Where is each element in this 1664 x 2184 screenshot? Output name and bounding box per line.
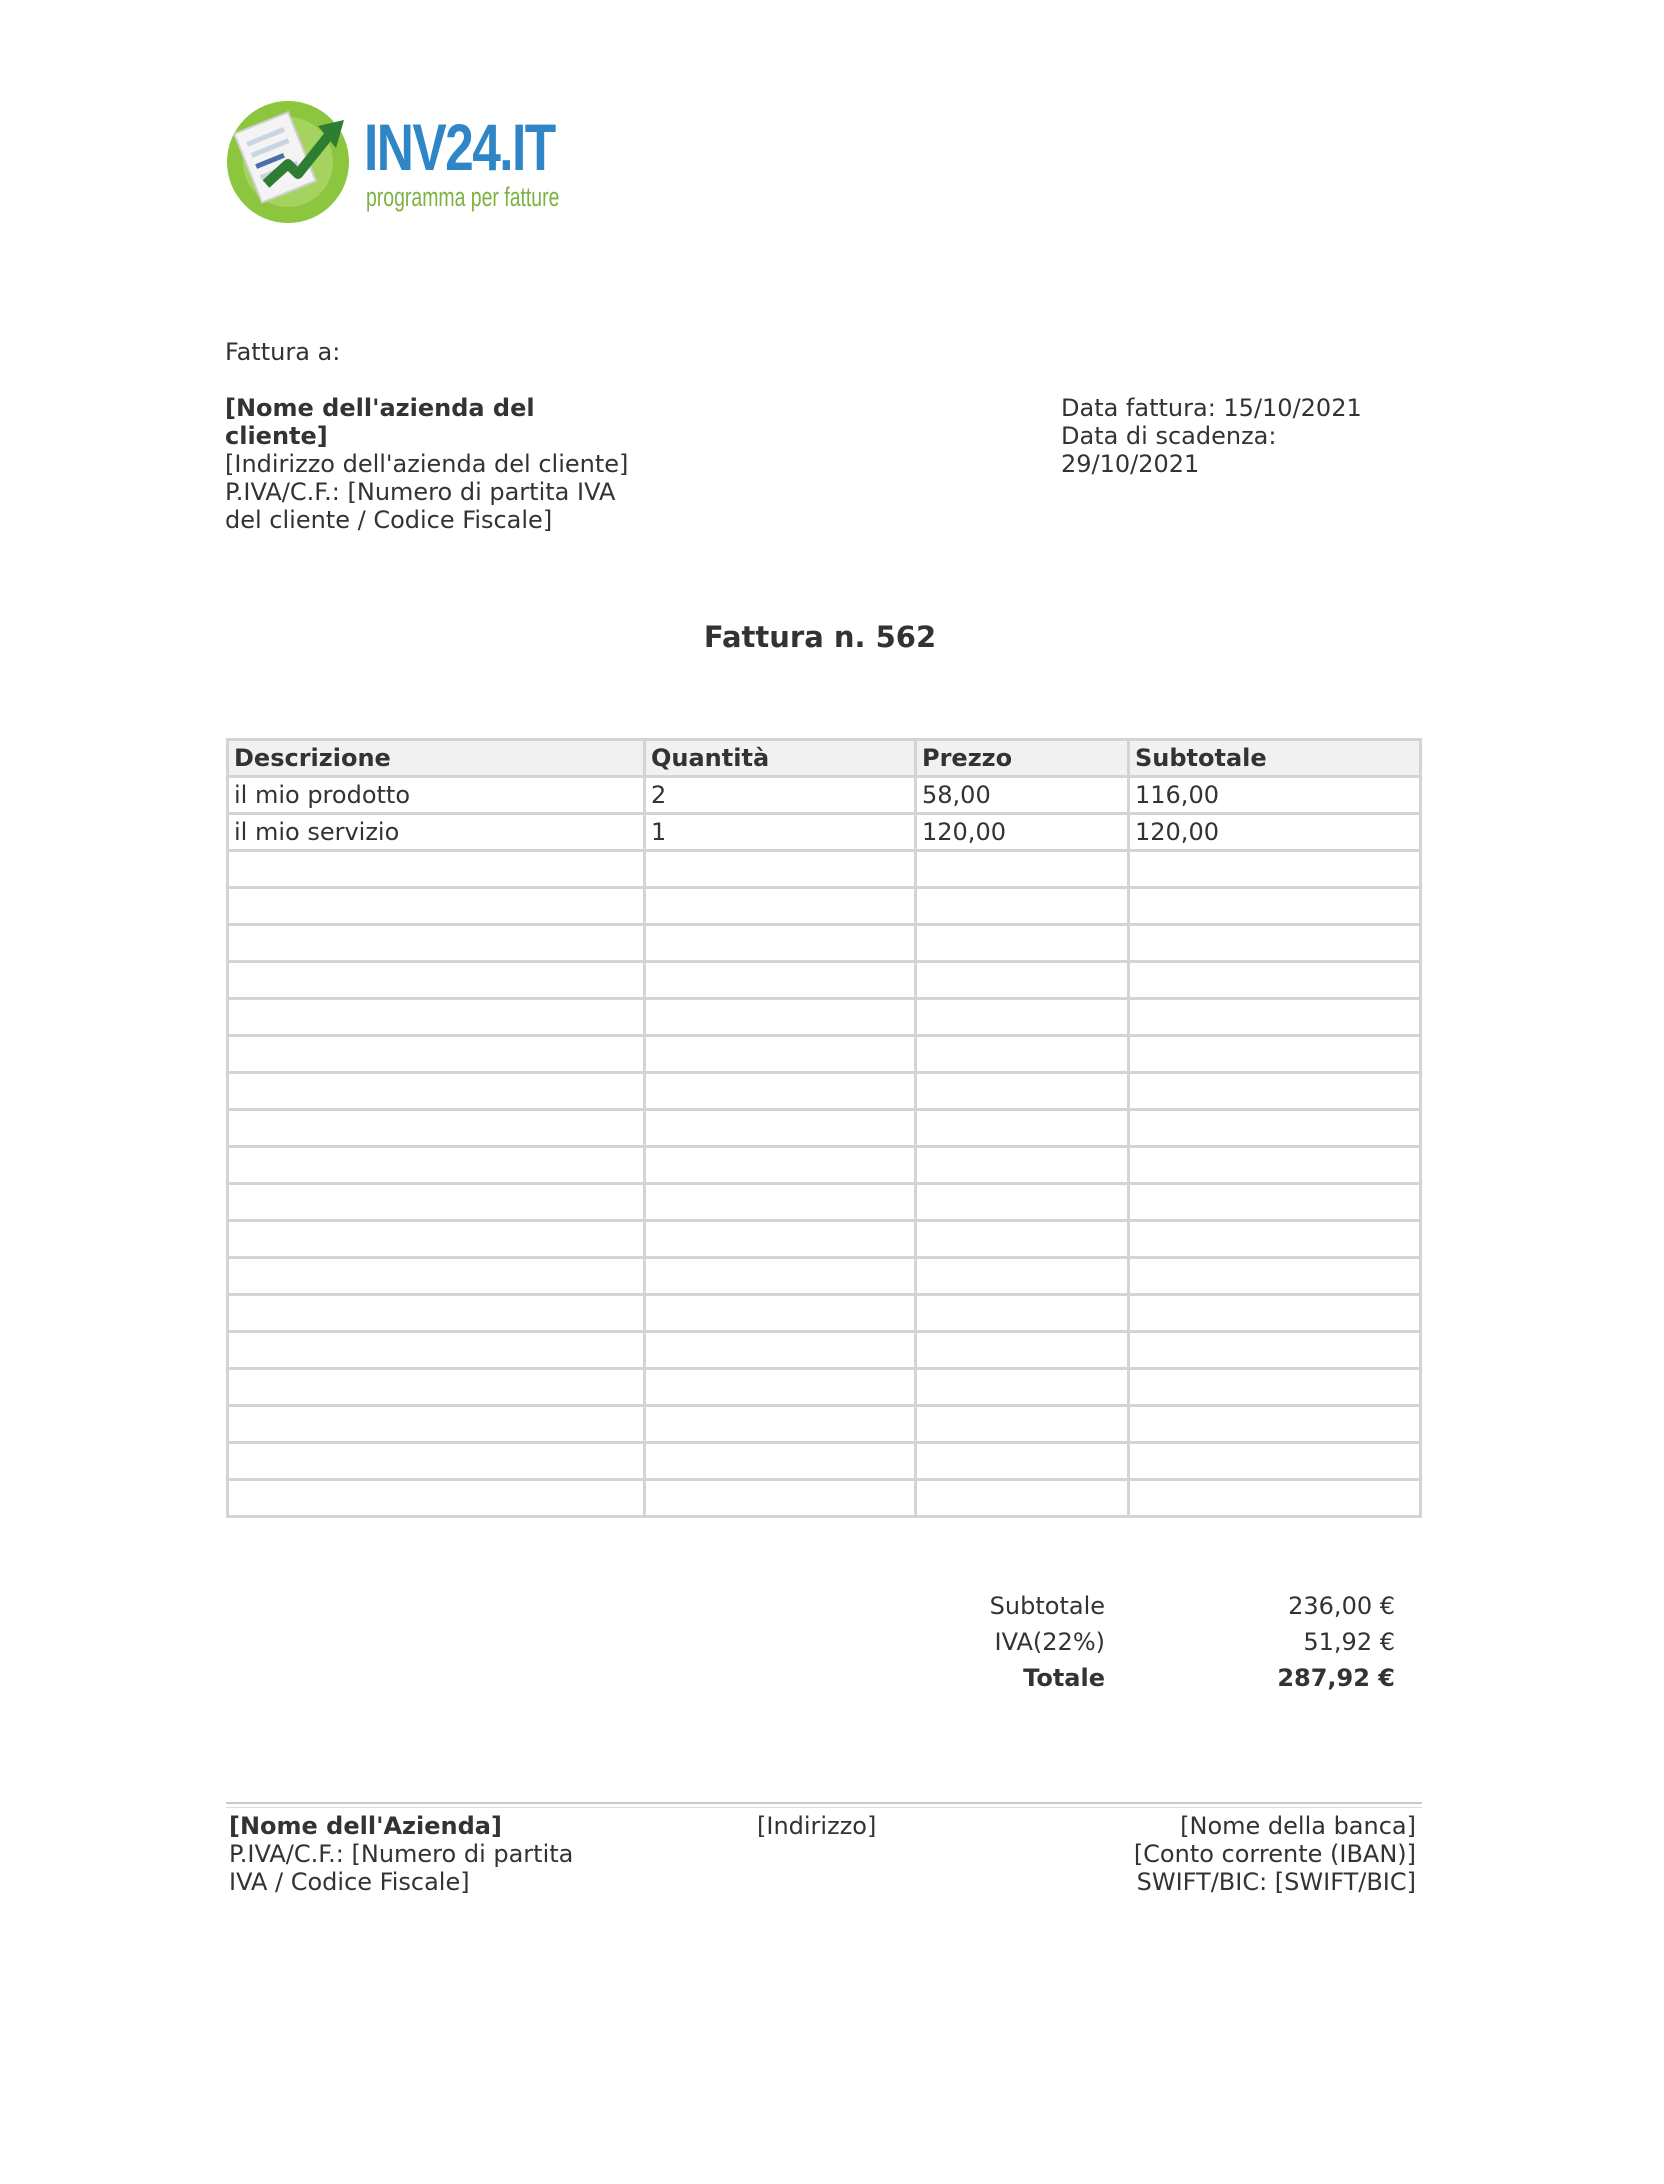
empty-cell — [645, 1147, 916, 1184]
empty-cell — [228, 1406, 645, 1443]
empty-table-row — [228, 1221, 1421, 1258]
empty-cell — [916, 1036, 1129, 1073]
bill-to-label: Fattura a: — [225, 338, 341, 366]
empty-table-row — [228, 1184, 1421, 1221]
empty-cell — [916, 1480, 1129, 1517]
empty-cell — [916, 1332, 1129, 1369]
empty-cell — [228, 1073, 645, 1110]
footer-swift: SWIFT/BIC: [SWIFT/BIC] — [1136, 1868, 1416, 1896]
empty-cell — [1129, 962, 1421, 999]
empty-cell — [916, 1258, 1129, 1295]
empty-cell — [645, 1443, 916, 1480]
empty-cell — [1129, 1480, 1421, 1517]
logo-emblem-icon — [226, 96, 362, 226]
empty-cell — [228, 1184, 645, 1221]
empty-cell — [916, 1295, 1129, 1332]
empty-cell — [1129, 1443, 1421, 1480]
table-header-row — [228, 740, 1421, 777]
empty-table-row — [228, 1147, 1421, 1184]
header-price: Prezzo — [916, 740, 1129, 777]
empty-cell — [228, 888, 645, 925]
empty-cell — [645, 1184, 916, 1221]
cell-price: 120,00 — [916, 814, 1129, 851]
empty-cell — [228, 1258, 645, 1295]
footer-company — [229, 1812, 573, 1896]
empty-cell — [916, 1406, 1129, 1443]
empty-table-row — [228, 1073, 1421, 1110]
table-row — [228, 814, 1421, 851]
due-date: 29/10/2021 — [1061, 450, 1200, 478]
empty-cell — [1129, 1110, 1421, 1147]
empty-cell — [228, 1480, 645, 1517]
empty-table-row — [228, 888, 1421, 925]
empty-table-row — [228, 1110, 1421, 1147]
empty-cell — [228, 851, 645, 888]
footer-company-name: [Nome dell'Azienda] — [229, 1812, 502, 1840]
header-quantity: Quantità — [645, 740, 916, 777]
empty-cell — [916, 851, 1129, 888]
empty-cell — [645, 1073, 916, 1110]
empty-cell — [916, 1184, 1129, 1221]
empty-cell — [228, 1147, 645, 1184]
empty-cell — [1129, 1184, 1421, 1221]
total-label: Totale — [1023, 1664, 1105, 1692]
invoice-dates — [1061, 394, 1362, 478]
empty-cell — [645, 888, 916, 925]
cell-description: il mio servizio — [228, 814, 645, 851]
empty-cell — [1129, 1369, 1421, 1406]
vat-value: 51,92 € — [1303, 1628, 1395, 1656]
due-date-label: Data di scadenza: — [1061, 422, 1277, 450]
client-company-name-line1: [Nome dell'azienda del — [225, 394, 535, 422]
client-address: [Indirizzo dell'azienda del cliente] — [225, 450, 629, 478]
empty-table-row — [228, 1036, 1421, 1073]
empty-cell — [916, 1073, 1129, 1110]
empty-table-row — [228, 851, 1421, 888]
empty-cell — [645, 999, 916, 1036]
empty-cell — [645, 851, 916, 888]
empty-cell — [645, 1295, 916, 1332]
empty-cell — [1129, 1406, 1421, 1443]
empty-table-row — [228, 1295, 1421, 1332]
empty-cell — [645, 1036, 916, 1073]
cell-subtotal: 120,00 — [1129, 814, 1421, 851]
items-table — [226, 738, 1422, 1518]
empty-cell — [1129, 1332, 1421, 1369]
client-company-name-line2: cliente] — [225, 422, 328, 450]
empty-cell — [1129, 925, 1421, 962]
empty-cell — [645, 1480, 916, 1517]
empty-table-row — [228, 962, 1421, 999]
total-value: 287,92 € — [1277, 1664, 1395, 1692]
empty-cell — [916, 1221, 1129, 1258]
empty-cell — [1129, 999, 1421, 1036]
empty-cell — [645, 1406, 916, 1443]
empty-table-row — [228, 1332, 1421, 1369]
empty-cell — [1129, 1295, 1421, 1332]
empty-cell — [645, 1221, 916, 1258]
cell-quantity: 1 — [645, 814, 916, 851]
empty-cell — [1129, 1258, 1421, 1295]
empty-cell — [645, 925, 916, 962]
empty-cell — [228, 1036, 645, 1073]
vat-row — [900, 1624, 1395, 1660]
empty-cell — [228, 1295, 645, 1332]
empty-cell — [1129, 1073, 1421, 1110]
subtotal-row — [900, 1588, 1395, 1624]
company-logo — [226, 96, 566, 226]
empty-cell — [645, 962, 916, 999]
table-row — [228, 777, 1421, 814]
empty-cell — [645, 1332, 916, 1369]
empty-table-row — [228, 1480, 1421, 1517]
empty-cell — [228, 962, 645, 999]
empty-cell — [228, 1110, 645, 1147]
footer-bank — [1134, 1812, 1416, 1896]
footer-divider-secondary — [226, 1807, 1422, 1808]
empty-cell — [916, 1110, 1129, 1147]
empty-table-row — [228, 1258, 1421, 1295]
footer-bank-name: [Nome della banca] — [1180, 1812, 1416, 1840]
invoice-title: Fattura n. 562 — [703, 620, 937, 654]
header-description: Descrizione — [228, 740, 645, 777]
empty-table-row — [228, 925, 1421, 962]
empty-cell — [1129, 1036, 1421, 1073]
logo-tagline: programma per fatture — [366, 182, 560, 212]
empty-cell — [228, 1221, 645, 1258]
total-row — [900, 1660, 1395, 1696]
empty-cell — [916, 1443, 1129, 1480]
footer-address: [Indirizzo] — [757, 1812, 877, 1840]
client-vat-line2: del cliente / Codice Fiscale] — [225, 506, 553, 534]
logo-brand-name: INV24.IT — [364, 110, 555, 184]
footer-divider — [226, 1802, 1422, 1804]
cell-subtotal: 116,00 — [1129, 777, 1421, 814]
footer-vat-line2: IVA / Codice Fiscale] — [229, 1868, 470, 1896]
empty-cell — [1129, 1147, 1421, 1184]
empty-cell — [1129, 888, 1421, 925]
empty-cell — [916, 888, 1129, 925]
cell-quantity: 2 — [645, 777, 916, 814]
empty-table-row — [228, 1369, 1421, 1406]
empty-cell — [645, 1369, 916, 1406]
empty-cell — [228, 925, 645, 962]
empty-table-row — [228, 1406, 1421, 1443]
empty-cell — [1129, 851, 1421, 888]
empty-cell — [228, 999, 645, 1036]
empty-cell — [916, 1147, 1129, 1184]
invoice-date: Data fattura: 15/10/2021 — [1061, 394, 1362, 422]
empty-table-row — [228, 999, 1421, 1036]
empty-rows — [228, 851, 1421, 1517]
empty-cell — [645, 1258, 916, 1295]
totals-block — [900, 1588, 1395, 1696]
subtotal-value: 236,00 € — [1288, 1592, 1395, 1620]
cell-price: 58,00 — [916, 777, 1129, 814]
empty-cell — [228, 1369, 645, 1406]
vat-label: IVA(22%) — [994, 1628, 1105, 1656]
footer-iban: [Conto corrente (IBAN)] — [1133, 1840, 1416, 1868]
footer-vat-line1: P.IVA/C.F.: [Numero di partita — [229, 1840, 574, 1868]
empty-cell — [916, 962, 1129, 999]
header-subtotal: Subtotale — [1129, 740, 1421, 777]
empty-cell — [228, 1443, 645, 1480]
empty-cell — [916, 999, 1129, 1036]
client-info — [225, 394, 655, 534]
empty-cell — [228, 1332, 645, 1369]
empty-table-row — [228, 1443, 1421, 1480]
client-vat-line1: P.IVA/C.F.: [Numero di partita IVA — [225, 478, 616, 506]
subtotal-label: Subtotale — [989, 1592, 1105, 1620]
empty-cell — [1129, 1221, 1421, 1258]
empty-cell — [916, 925, 1129, 962]
cell-description: il mio prodotto — [228, 777, 645, 814]
empty-cell — [645, 1110, 916, 1147]
empty-cell — [916, 1369, 1129, 1406]
